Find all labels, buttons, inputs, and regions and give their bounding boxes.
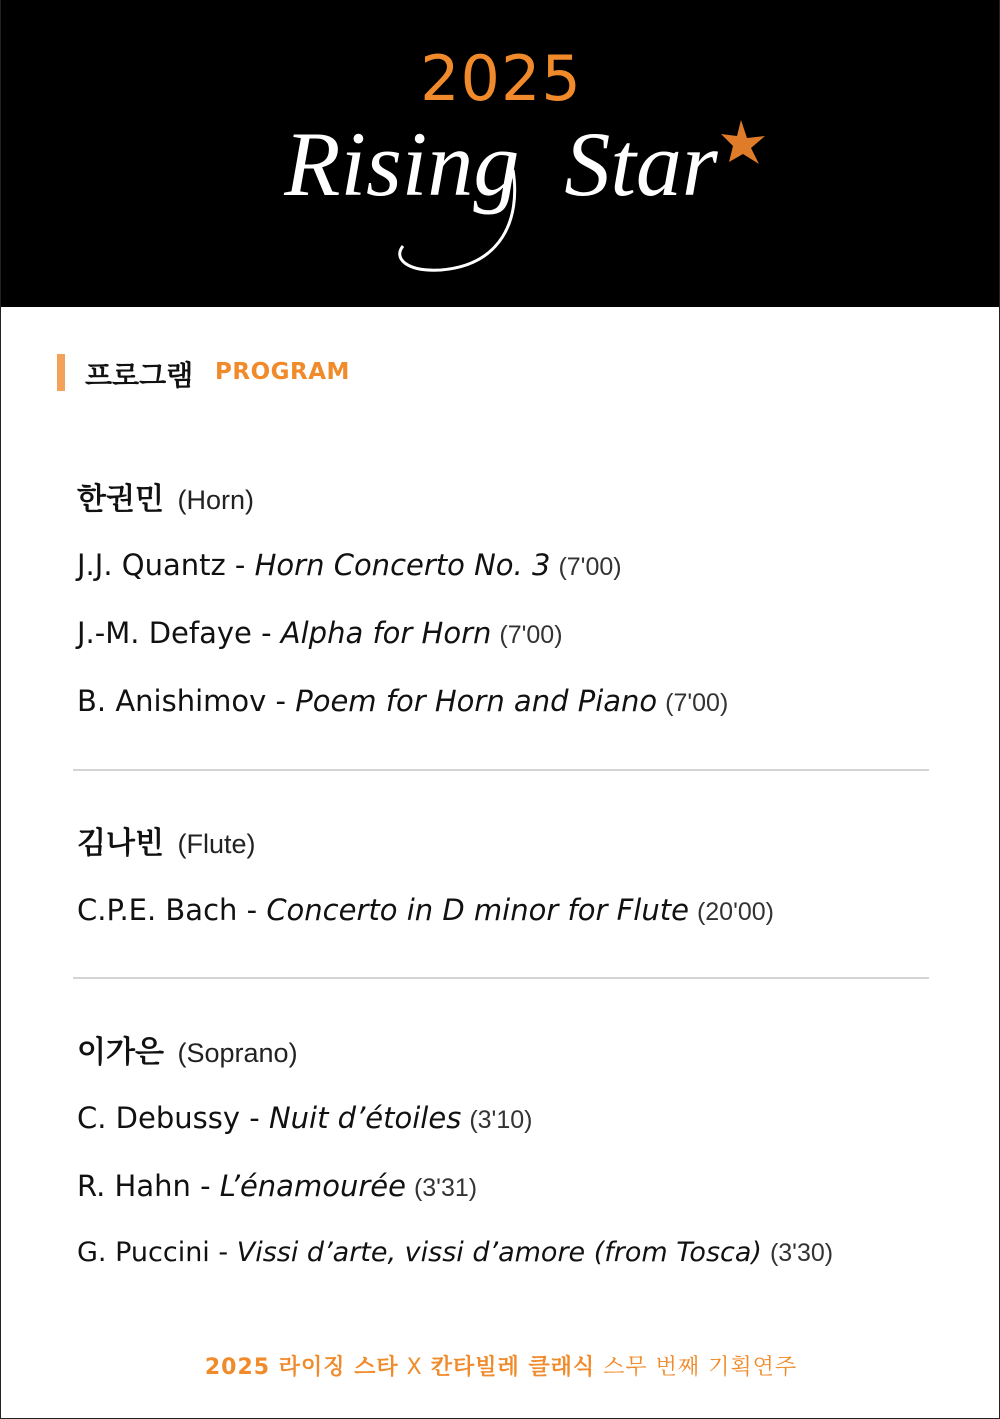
performer-1 [77, 474, 254, 518]
work-title: Concerto in D minor for Flute [266, 893, 689, 927]
performer-instrument: (Soprano) [177, 1038, 298, 1068]
header-banner [1, 0, 1000, 307]
piece-row [77, 616, 563, 650]
heading-accent-bar [57, 354, 65, 391]
piece-row [77, 548, 622, 582]
duration: (7'00) [499, 621, 563, 649]
heading-korean: 프로그램 [85, 359, 194, 392]
duration: (3'31) [413, 1174, 478, 1202]
piece-row [77, 893, 774, 927]
performer-name: 한권민 [77, 482, 164, 517]
performer-instrument: (Horn) [177, 485, 255, 515]
footer-caption [1, 1350, 1000, 1381]
work-title: Alpha for Horn [280, 616, 492, 650]
performer-3 [77, 1027, 298, 1071]
composer: C. Debussy - [77, 1101, 269, 1135]
composer: J.J. Quantz - [77, 548, 255, 582]
logo-text [283, 113, 719, 215]
duration: (7'00) [558, 553, 622, 581]
work-title: Vissi d’arte, vissi d’amore (from Tosca) [236, 1237, 762, 1268]
composer: G. Puccini - [77, 1237, 237, 1268]
composer: J.-M. Defaye - [77, 616, 281, 650]
performer-2 [77, 818, 256, 862]
piece-row [77, 1169, 477, 1203]
duration: (20'00) [696, 898, 774, 926]
composer: C.P.E. Bach - [77, 893, 267, 927]
year-title: 2025 [420, 42, 582, 115]
divider [73, 977, 929, 979]
performer-name: 이가은 [77, 1035, 164, 1070]
star-icon [721, 120, 765, 164]
work-title: Nuit d’étoiles [268, 1101, 462, 1135]
logo-word-star: Star [564, 113, 718, 215]
work-title: Horn Concerto No. 3 [254, 548, 551, 582]
footer-part1: 2025 라이징 스타 [204, 1355, 399, 1380]
heading-english: PROGRAM [215, 359, 350, 385]
piece-row [77, 1237, 833, 1268]
piece-row [77, 1101, 532, 1135]
composer: R. Hahn - [77, 1169, 220, 1203]
rising-star-logo [1, 100, 1000, 280]
duration: (3'10) [469, 1106, 533, 1134]
piece-row [77, 684, 728, 718]
work-title: L’énamourée [219, 1169, 406, 1203]
footer-x: X [398, 1355, 431, 1380]
duration: (3'30) [769, 1239, 834, 1267]
logo-word-rising: Rising [284, 113, 520, 215]
footer-part2: 칸타빌레 클래식 [430, 1355, 596, 1380]
duration: (7'00) [665, 689, 729, 717]
performer-instrument: (Flute) [177, 829, 256, 859]
performer-name: 김나빈 [77, 826, 164, 861]
footer-part3: 스무 번째 기획연주 [595, 1355, 798, 1380]
divider [73, 769, 929, 771]
work-title: Poem for Horn and Piano [295, 684, 658, 718]
composer: B. Anishimov - [77, 684, 296, 718]
